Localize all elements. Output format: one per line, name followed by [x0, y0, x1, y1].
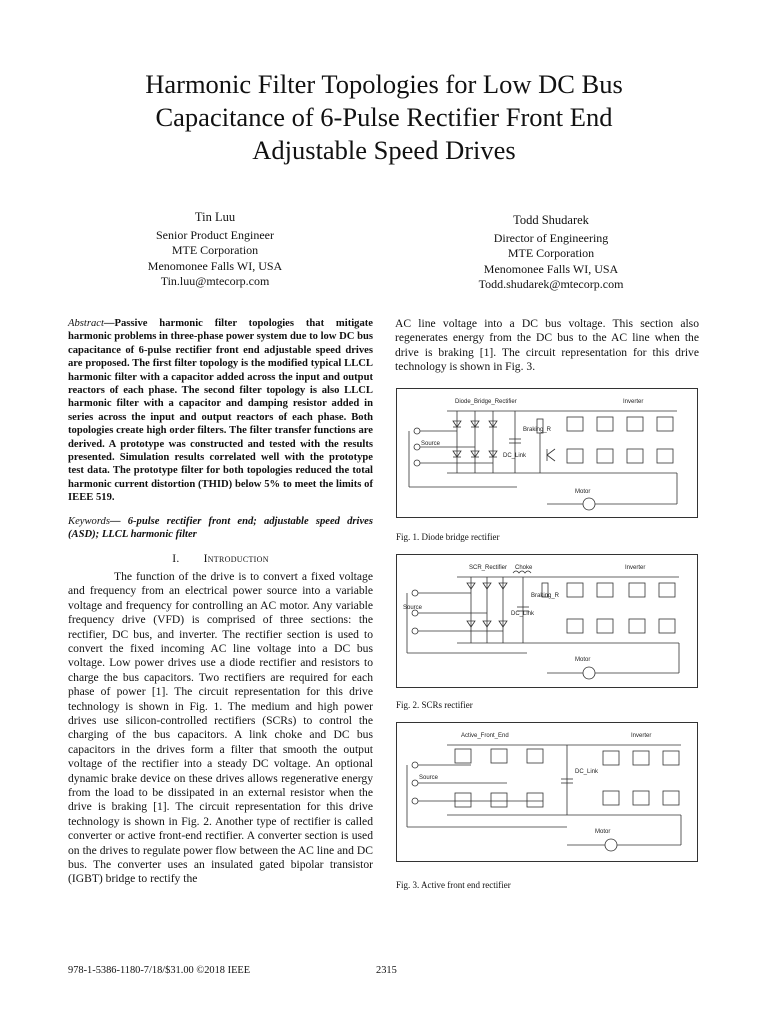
figure-3-caption: Fig. 3. Active front end rectifier [396, 880, 511, 890]
author-location: Menomonee Falls WI, USA [483, 261, 619, 276]
fig2-source-label: Source [403, 605, 423, 611]
fig2-dc-link [517, 577, 548, 643]
author-org: MTE Corporation [507, 246, 595, 260]
fig2-scr-bridge [457, 571, 547, 643]
title-line: Capacitance of 6-Pulse Rectifier Front End [155, 102, 613, 132]
keywords-label: Keywords [68, 515, 110, 527]
section-heading [68, 552, 373, 566]
keywords: Keywords— 6-pulse rectifier front end; adjustable speed drives (ASD); LLCL harmonic filter [68, 515, 373, 541]
figure-3 [396, 722, 698, 862]
fig2-inverter-label: Inverter [625, 565, 646, 571]
author-name: Todd Shudarek [513, 213, 589, 227]
author-org: MTE Corporation [171, 243, 259, 257]
fig2-motor-label: Motor [575, 657, 591, 663]
fig2-choke-label: Choke [515, 565, 533, 571]
fig3-motor [567, 815, 681, 851]
title-line: Adjustable Speed Drives [252, 135, 516, 165]
intro-paragraph-continued: AC line voltage into a DC bus voltage. This section also regenerates energy from the DC bus to the AC line when the drive is braking [1]. The circuit representation for this drive technology is shown in Fig. 3. [395, 317, 699, 374]
fig3-source-label: Source [419, 775, 439, 781]
fig3-inverter-igbts [597, 745, 681, 815]
copyright-line: 978-1-5386-1180-7/18/$31.00 ©2018 IEEE [68, 965, 251, 976]
fig1-dclink-label: DC_Link [503, 453, 527, 459]
author-position: Director of Engineering [493, 230, 609, 245]
fig1-inverter-label: Inverter [623, 399, 644, 405]
fig1-inverter-igbts [547, 411, 677, 473]
fig1-motor [547, 473, 677, 510]
fig1-source-circles [409, 428, 517, 487]
fig3-motor-label: Motor [595, 829, 611, 835]
abstract-text: Passive harmonic filter topologies that mitigate harmonic problems in three-phase power system due to low DC bus capacitance of 6-pulse rectifier front end adjustable speed drives are proposed. The first filter topology is the modified typical LLCL harmonic filter with a capacitor added across the input and output reactors of each phase. The second filter topology is also LLCL harmonic filter with a capacitor and damping resistor added in series across the input and output reactors of each phase. Both topologies create high order filters. The filter transfer functions are derived. A prototype was constructed and tested with the results presented. Simulation results correlated well with the prototype test data. The prototype filter for both topologies reduced the total harmonic current distortion (THID) below 5% to meet the limits of IEEE 519. [68, 318, 373, 504]
page-number: 2315 [376, 965, 397, 976]
abstract: Abstract—Passive harmonic filter topologies that mitigate harmonic problems in three-phase power system due to low DC bus capacitance of 6-pulse rectifier front end adjustable speed drives are proposed. The first filter topology is the modified typical LLCL harmonic filter with a capacitor added across the input and output reactors of each phase. The second filter topology is also LLCL harmonic filter with a capacitor and damping resistor added in series across the input and output reactors of each phase. Both topologies create high order filters. The filter transfer functions are derived. A prototype was constructed and tested with the results presented. Simulation results correlated well with the prototype test data. The prototype filter for both topologies reduced the total harmonic current distortion (THID) below 5% to meet the limits of IEEE 519. [68, 318, 373, 504]
abstract-label: Abstract [68, 318, 104, 329]
fig3-rectifier-label: Active_Front_End [461, 733, 509, 739]
fig2-motor [547, 643, 679, 679]
author-block-2 [436, 213, 666, 293]
author-email: Todd.shudarek@mtecorp.com [478, 277, 624, 291]
fig3-afe-igbts [447, 745, 597, 815]
author-name: Tin Luu [194, 210, 236, 224]
fig3-inverter-label: Inverter [631, 733, 652, 739]
fig2-inverter-igbts [547, 577, 679, 643]
fig1-motor-label: Motor [575, 489, 591, 495]
fig2-braking-label: Braking_R [531, 593, 560, 599]
author-position: Senior Product Engineer [156, 227, 274, 242]
title-line: Harmonic Filter Topologies for Low DC Bus [145, 69, 623, 99]
author-block-1 [100, 210, 330, 290]
paper-title [60, 68, 708, 167]
keywords-text: 6-pulse rectifier front end; adjustable speed drives (ASD); LLCL harmonic filter [68, 515, 373, 541]
fig1-braking-label: Braking_R [523, 427, 552, 433]
fig2-dclink-label: DC_Link [511, 611, 535, 617]
right-column [395, 317, 699, 375]
section-title: Introduction [203, 551, 269, 565]
author-email: Tin.luu@mtecorp.com [160, 274, 270, 288]
figure-2 [396, 554, 698, 688]
fig1-dc-link [509, 411, 555, 473]
fig1-rectifier-label: Diode_Bridge_Rectifier [455, 399, 517, 405]
intro-paragraph: The function of the drive is to convert a fixed voltage and frequency from an electrical power source into a variable voltage and frequency for controlling an AC motor. Any variable frequency drive (VFD) is comprised of three sections: the rectifier, DC bus, and inverter. The rectifier section is used to convert the fixed incoming AC line voltage into a DC bus voltage. Low power drives use a diode rectifier and resistors to charge the bus capacitors. Two rectifiers are required for each phase of power [1]. The circuit representation for this drive technology is shown in Fig. 1. The medium and high power drives use silicon-controlled rectifiers (SCRs) to control the charging of the bus capacitors. A link choke and DC bus capacitors in the drives form a filter that smooth the output voltage of the rectifier into a steady DC voltage. An optional dynamic brake device on these drives allows regenerative energy from the load to be dissipated in an external resistor when the drive is braking [1]. The circuit representation for this drive technology is shown in Fig. 2. Another type of rectifier is called converter or active front-end rectifier. A converter section is used on the drives to regulate power flow between the AC line and DC bus. The converter uses an insulated gated bipolar transistor (IGBT) bridge to rectify the [68, 569, 373, 886]
author-location: Menomonee Falls WI, USA [147, 258, 283, 273]
section-number: I. [172, 551, 180, 565]
figure-1-caption: Fig. 1. Diode bridge rectifier [396, 532, 500, 542]
figure-1 [396, 388, 698, 518]
figure-2-caption: Fig. 2. SCRs rectifier [396, 700, 473, 710]
fig3-dc-link [561, 745, 573, 815]
fig1-diode-bridge [447, 411, 547, 473]
fig1-source-label: Source [421, 441, 441, 447]
fig3-dclink-label: DC_Link [575, 769, 599, 775]
fig2-rectifier-label: SCR_Rectifier [469, 565, 508, 571]
left-column [68, 317, 373, 887]
